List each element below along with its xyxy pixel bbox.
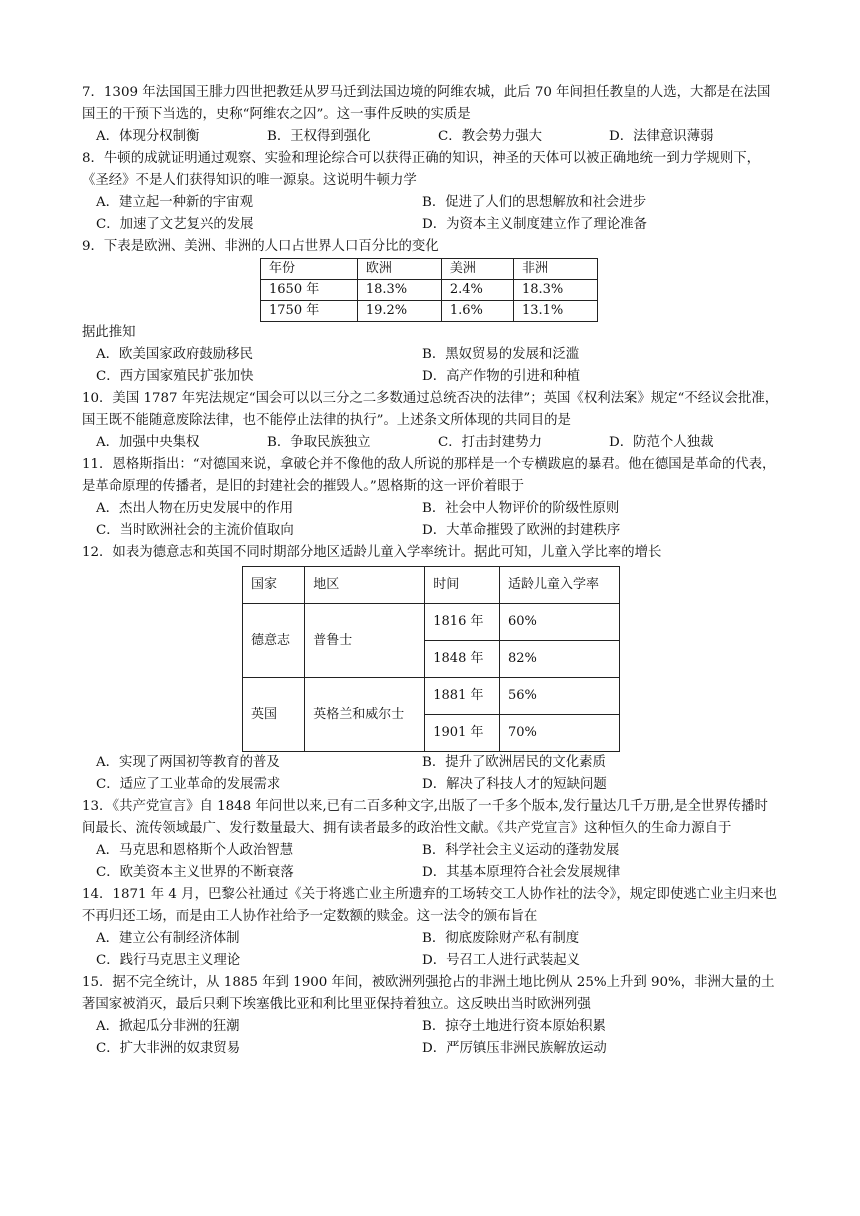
option-c[interactable]: C．打击封建势力 [438,435,542,450]
table-header-cell: 适龄儿童入学率 [499,567,619,604]
option-d[interactable]: D．防范个人独裁 [609,435,714,450]
rate-cell: 56% [499,678,619,715]
option-a[interactable]: A．加强中央集权 [96,435,200,450]
year-cell: 1848 年 [425,641,500,678]
question-14 [82,884,780,972]
question-8-options [82,192,780,236]
table-cell: 1.6% [441,301,513,322]
question-14-stem: 14．1871 年 4 月，巴黎公社通过《关于将逃亡业主所遗弃的工场转交工人协作社的法令》，规定即使逃亡业主归来也不再归还工场，而是由工人协作社给予一定数额的赎金。这一法令的颁布旨在 [82,887,778,924]
country-cell: 德意志 [243,604,305,678]
option-b[interactable]: B．社会中人物评价的阶级性原则 [422,501,620,516]
question-7-stem: 7．1309 年法国国王腓力四世把教廷从罗马迁到法国边境的阿维农城，此后 70 年间担任教皇的人选，大都是在法国国王的干预下当选的，史称“阿维农之囚”。这一事件反映的实质是 [82,85,771,122]
question-9 [82,236,780,388]
option-a[interactable]: A．实现了两国初等教育的普及 [96,755,280,770]
option-b[interactable]: B．彻底废除财产私有制度 [422,931,580,946]
option-c[interactable]: C．适应了工业革命的发展需求 [96,777,281,792]
question-8-stem: 8．牛顿的成就证明通过观察、实验和理论综合可以获得正确的知识，神圣的天体可以被正确地统一到力学规则下，《圣经》不是人们获得知识的唯一源泉。这说明牛顿力学 [82,151,761,188]
option-c[interactable]: C．西方国家殖民扩张加快 [96,369,254,384]
option-d[interactable]: D．其基本原理符合社会发展规律 [422,865,621,880]
region-cell: 普鲁士 [305,604,425,678]
option-a[interactable]: A．欧美国家政府鼓励移民 [96,347,253,362]
option-b[interactable]: B．科学社会主义运动的蓬勃发展 [422,843,620,858]
table-cell: 2.4% [441,280,513,301]
rate-cell: 82% [499,641,619,678]
option-c[interactable]: C．欧美资本主义世界的不断衰落 [96,865,294,880]
table-header-cell: 欧洲 [357,259,441,280]
year-cell: 1901 年 [425,715,500,752]
region-cell: 英格兰和威尔士 [305,678,425,752]
table-header-cell: 美洲 [441,259,513,280]
option-b[interactable]: B．黑奴贸易的发展和泛滥 [422,347,580,362]
table-row [243,604,620,641]
question-8 [82,148,780,236]
question-12 [82,542,780,796]
table-header-cell: 地区 [305,567,425,604]
table-header-cell: 年份 [261,259,358,280]
option-a[interactable]: A．掀起瓜分非洲的狂潮 [96,1019,240,1034]
option-b[interactable]: B．王权得到强化 [267,129,371,144]
year-cell: 1881 年 [425,678,500,715]
table-cell: 1750 年 [261,301,358,322]
option-a[interactable]: A．建立公有制经济体制 [96,931,240,946]
option-c[interactable]: C．教会势力强大 [438,129,542,144]
population-table [260,258,598,322]
enrollment-table [242,566,620,752]
option-d[interactable]: D．高产作物的引进和种植 [422,369,581,384]
option-b[interactable]: B．提升了欧洲居民的文化素质 [422,755,606,770]
table-header-cell: 时间 [425,567,500,604]
option-c[interactable]: C．当时欧洲社会的主流价值取向 [96,523,294,538]
option-c[interactable]: C．扩大非洲的奴隶贸易 [96,1041,241,1056]
question-7-options [82,126,780,148]
option-c[interactable]: C．践行马克思主义理论 [96,953,241,968]
table-row [243,678,620,715]
table-cell: 18.3% [357,280,441,301]
option-b[interactable]: B．争取民族独立 [267,435,371,450]
question-14-options [82,928,780,972]
question-12-options [82,752,780,796]
table-cell: 18.3% [513,280,597,301]
question-11 [82,454,780,542]
option-b[interactable]: B．促进了人们的思想解放和社会进步 [422,195,647,210]
question-15 [82,972,780,1060]
question-10-stem: 10．美国 1787 年宪法规定“国会可以以三分之二多数通过总统否决的法律”；英国《权利法案》规定“不经议会批准，国王既不能随意废除法律，也不能停止法律的执行”。上述条文所体现的共同目的是 [82,391,779,428]
option-d[interactable]: D．法律意识薄弱 [609,129,714,144]
question-15-options [82,1016,780,1060]
table-row [261,280,598,301]
option-b[interactable]: B．掠夺土地进行资本原始积累 [422,1019,606,1034]
question-11-options [82,498,780,542]
year-cell: 1816 年 [425,604,500,641]
option-d[interactable]: D．为资本主义制度建立作了理论准备 [422,217,647,232]
table-cell: 1650 年 [261,280,358,301]
question-13-stem: 13．《共产党宣言》自 1848 年问世以来,已有二百多种文字,出版了一千多个版本,发行量达几千万册,是全世界传播时间最长、流传领域最广、发行数量最大、拥有读者最多的政治性文献。《共产党宣言》这种恒久的生命力源自于 [82,799,768,836]
table-header-row [261,259,598,280]
question-12-stem: 12．如表为德意志和英国不同时期部分地区适龄儿童入学率统计。据此可知，儿童入学比率的增长 [82,545,662,560]
question-7 [82,82,780,148]
option-d[interactable]: D．严厉镇压非洲民族解放运动 [422,1041,607,1056]
option-a[interactable]: A．杰出人物在历史发展中的作用 [96,501,294,516]
country-cell: 英国 [243,678,305,752]
option-c[interactable]: C．加速了文艺复兴的发展 [96,217,254,232]
question-9-options [82,344,780,388]
question-10-options [82,432,780,454]
table-header-cell: 国家 [243,567,305,604]
option-d[interactable]: D．号召工人进行武装起义 [422,953,581,968]
exam-page [82,82,780,1060]
table-header-row [243,567,620,604]
option-d[interactable]: D．解决了科技人才的短缺问题 [422,777,607,792]
option-d[interactable]: D．大革命摧毁了欧洲的封建秩序 [422,523,621,538]
question-10 [82,388,780,454]
question-15-stem: 15．据不完全统计，从 1885 年到 1900 年间，被欧洲列强抢占的非洲土地比例从 25%上升到 90%，非洲大量的土著国家被消灭，最后只剩下埃塞俄比亚和利比里亚保持着独立。这反映出当时欧洲列强 [82,975,775,1012]
table-cell: 19.2% [357,301,441,322]
table-row [261,301,598,322]
table-header-cell: 非洲 [513,259,597,280]
question-13-options [82,840,780,884]
option-a[interactable]: A．建立起一种新的宇宙观 [96,195,253,210]
table-cell: 13.1% [513,301,597,322]
question-13 [82,796,780,884]
question-11-stem: 11．恩格斯指出：“对德国来说，拿破仑并不像他的敌人所说的那样是一个专横跋扈的暴君。他在德国是革命的代表，是革命原理的传播者，是旧的封建社会的摧毁人。”恩格斯的这一评价着眼于 [82,457,776,494]
question-9-followup: 据此推知 [82,325,136,340]
question-9-stem: 9．下表是欧洲、美洲、非洲的人口占世界人口百分比的变化 [82,239,439,254]
option-a[interactable]: A．体现分权制衡 [96,129,200,144]
rate-cell: 60% [499,604,619,641]
option-a[interactable]: A．马克思和恩格斯个人政治智慧 [96,843,294,858]
rate-cell: 70% [499,715,619,752]
